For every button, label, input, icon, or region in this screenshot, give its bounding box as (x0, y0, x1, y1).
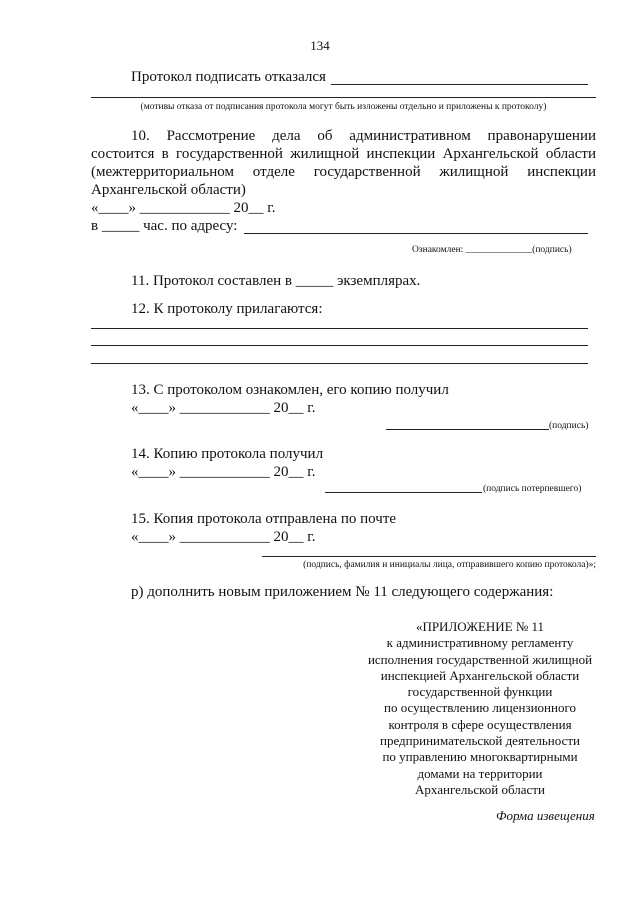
clause-r: р) дополнить новым приложением № 11 следующего содержания: (131, 584, 554, 600)
item10-acknowledged: Ознакомлен: ______________(подпись) (412, 245, 572, 255)
item13-sign-label: (подпись) (549, 421, 589, 431)
appendix-line: инспекцией Архангельской области (380, 667, 580, 683)
item10-date: «____» ____________ 20__ г. (91, 200, 276, 216)
item10-time-address: в _____ час. по адресу: (91, 218, 238, 234)
form-title: Форма извещения (496, 808, 595, 823)
appendix-line: по осуществлению лицензионного (384, 700, 576, 716)
item15-text: 15. Копия протокола отправлена по почте (131, 511, 397, 527)
appendix-line: «ПРИЛОЖЕНИЕ № 11 (415, 619, 545, 634)
appendix-line: Архангельской области (415, 781, 545, 797)
appendix-line: домами на территории (417, 765, 543, 781)
item11-text: 11. Протокол составлен в _____ экземплярах. (131, 273, 421, 289)
item15-signature-line (262, 556, 596, 557)
item10-line1: 10. Рассмотрение дела об административном правонарушении (131, 128, 596, 144)
item10-line2: состоится в государственной жилищной инспекции Архангельской области (91, 146, 596, 162)
item12-line-1 (91, 328, 588, 329)
item13-date: «____» ____________ 20__ г. (131, 400, 316, 416)
item12-line-2 (91, 345, 588, 346)
appendix-line: государственной функции (407, 684, 553, 700)
refusal-note: (мотивы отказа от подписания протокола могут быть изложены отдельно и приложены к протоколу) (140, 102, 547, 112)
refusal-reason-line (91, 97, 596, 98)
refusal-text: Протокол подписать отказался (131, 69, 326, 85)
item15-date: «____» ____________ 20__ г. (131, 529, 316, 545)
appendix-line: к административному регламенту (386, 635, 574, 651)
item13-text: 13. С протоколом ознакомлен, его копию получил (131, 382, 449, 398)
appendix-line: исполнения государственной жилищной (367, 651, 593, 667)
item14-text: 14. Копию протокола получил (131, 446, 324, 462)
appendix-line: по управлению многоквартирными (382, 749, 578, 765)
item10-line3: (межтерриториальном отделе государственной жилищной инспекции (91, 164, 596, 180)
page-number: 134 (310, 38, 330, 53)
item14-signature-line (325, 492, 482, 493)
item10-line4: Архангельской области) (91, 182, 246, 198)
item12-line-3 (91, 363, 588, 364)
refusal-signature-line (331, 84, 588, 85)
item14-sign-label: (подпись потерпевшего) (483, 484, 582, 494)
item12-text: 12. К протоколу прилагаются: (131, 301, 323, 317)
appendix-heading (350, 619, 610, 798)
item14-date: «____» ____________ 20__ г. (131, 464, 316, 480)
item10-address-line (244, 233, 588, 234)
appendix-line: предпринимательской деятельности (380, 733, 580, 749)
item15-sign-label: (подпись, фамилия и инициалы лица, отправившего копию протокола)»; (303, 560, 596, 570)
item13-signature-line (386, 429, 549, 430)
appendix-line: контроля в сфере осуществления (388, 716, 572, 732)
